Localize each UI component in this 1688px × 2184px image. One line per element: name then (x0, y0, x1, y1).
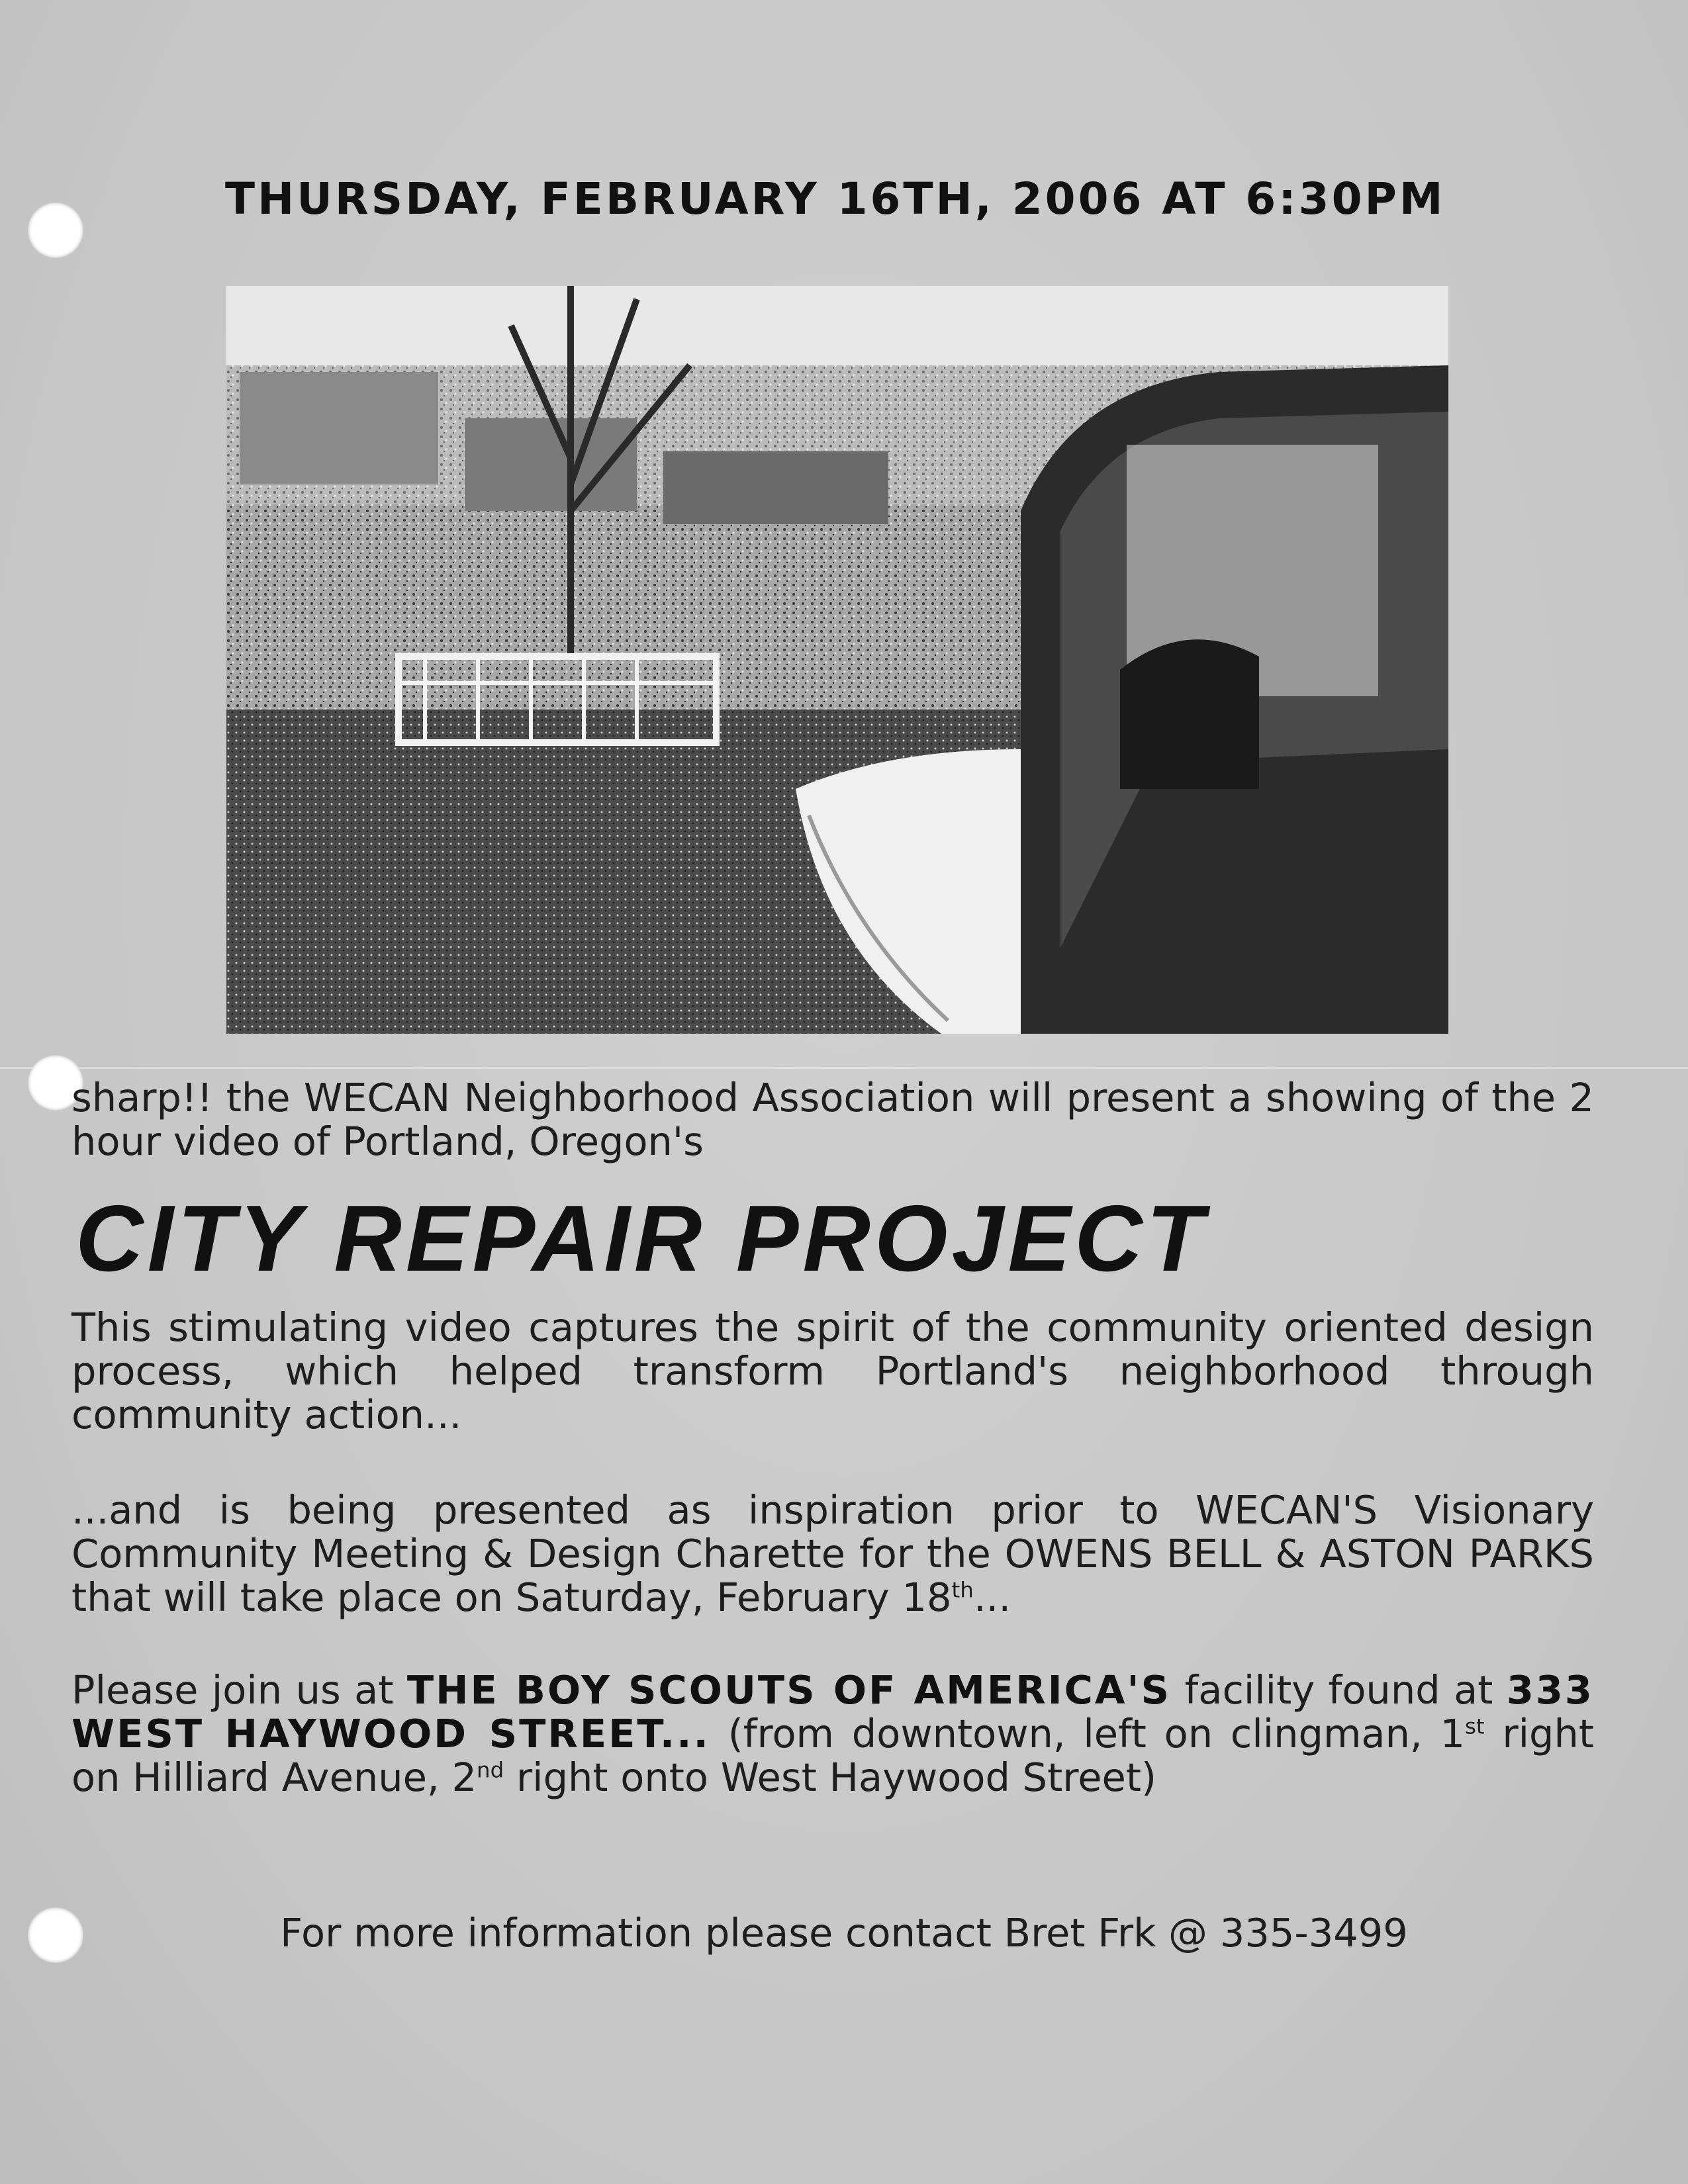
location-mid: facility found at (1171, 1667, 1507, 1713)
street-address: 333 WEST HAYWOOD STREET... (71, 1667, 1594, 1756)
presentation-ellipsis: ... (973, 1574, 1011, 1620)
ordinal-nd: nd (477, 1757, 504, 1783)
description-text: This stimulating video captures the spirit of the community oriented design process, which helped transform Portland's neighborhood through community action... (71, 1304, 1594, 1437)
presentation-main: ...and is being presented as inspiration prior to WECAN'S Visionary Community Meeting & Design Charette for the OWENS BELL & ASTON PARKS that will take place on Saturday, February 18 (71, 1487, 1594, 1620)
contact-line: For more information please contact Bret Frk @ 335-3499 (280, 1910, 1408, 1956)
description-paragraph (71, 1306, 1594, 1437)
presentation-text (71, 1488, 1594, 1619)
project-title: CITY REPAIR PROJECT (75, 1186, 1208, 1291)
bulldozer-photo (226, 286, 1448, 1034)
organization-name: THE BOY SCOUTS OF AMERICA'S (406, 1667, 1172, 1713)
intro-paragraph (71, 1076, 1594, 1163)
paper-fold-line (0, 1067, 1688, 1069)
presentation-paragraph (71, 1488, 1594, 1619)
date-suffix: th (951, 1577, 974, 1603)
punch-hole-top (28, 203, 83, 258)
directions-part-2: right on Hilliard Avenue, 2 (71, 1711, 1595, 1800)
event-date-heading: THURSDAY, FEBRUARY 16TH, 2006 AT 6:30PM (225, 173, 1446, 224)
location-paragraph (71, 1668, 1594, 1799)
location-text (71, 1668, 1594, 1799)
location-lead: Please join us at (71, 1667, 407, 1713)
directions-part-1: (from downtown, left on clingman, 1 (710, 1711, 1466, 1756)
ordinal-st: st (1465, 1713, 1485, 1739)
intro-text: sharp!! the WECAN Neighborhood Association will present a showing of the 2 hour video of Portland, Oregon's (71, 1075, 1594, 1164)
directions-part-3: right onto West Haywood Street) (504, 1754, 1156, 1800)
